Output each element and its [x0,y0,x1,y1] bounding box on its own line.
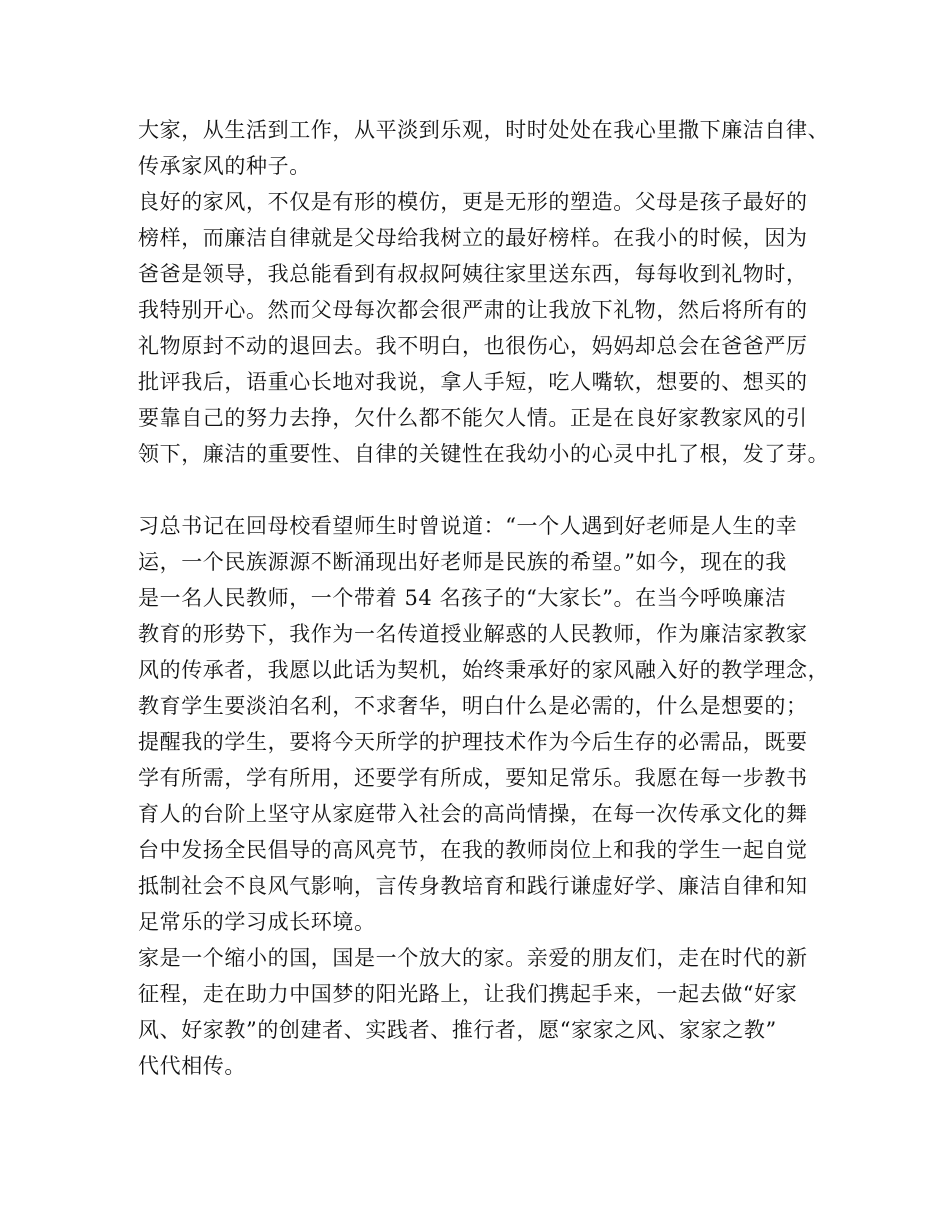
text-line: 批评我后，语重心长地对我说，拿人手短，吃人嘴软，想要的、想买的 [138,370,808,394]
text-line: 台中发扬全民倡导的高风亮节，在我的教师岗位上和我的学生一起自觉 [138,838,808,862]
text-line: 风、好家教”的创建者、实践者、推行者，愿“家家之风、家家之教” [138,1018,777,1042]
text-line: 家是一个缩小的国，国是一个放大的家。亲爱的朋友们，走在时代的新 [138,946,808,970]
text-line: 是一名人民教师，一个带着 54 名孩子的“大家长”。在当今呼唤廉洁 [138,586,787,610]
document-body [138,112,828,1084]
text-line: 运，一个民族源源不断涌现出好老师是民族的希望。”如今，现在的我 [138,550,787,574]
text-line: 大家，从生活到工作，从平淡到乐观，时时处处在我心里撒下廉洁自律、 [138,118,830,142]
text-line: 代代相传。 [138,1054,246,1078]
text-line: 礼物原封不动的退回去。我不明白，也很伤心，妈妈却总会在爸爸严厉 [138,334,808,358]
paragraph-gap [138,472,828,508]
text-line: 学有所需，学有所用，还要学有所成，要知足常乐。我愿在每一步教书 [138,766,808,790]
text-line: 领下，廉洁的重要性、自律的关键性在我幼小的心灵中扎了根，发了芽。 [138,442,830,466]
text-line: 良好的家风，不仅是有形的模仿，更是无形的塑造。父母是孩子最好的 [138,190,808,214]
text-line: 风的传承者，我愿以此话为契机，始终秉承好的家风融入好的教学理念， [138,658,830,682]
text-line: 抵制社会不良风气影响，言传身教培育和践行谦虚好学、廉洁自律和知 [138,874,808,898]
text-line: 育人的台阶上坚守从家庭带入社会的高尚情操，在每一次传承文化的舞 [138,802,808,826]
text-line: 我特别开心。然而父母每次都会很严肃的让我放下礼物，然后将所有的 [138,298,808,322]
text-line: 教育的形势下，我作为一名传道授业解惑的人民教师，作为廉洁家教家 [138,622,808,646]
text-line: 习总书记在回母校看望师生时曾说道：“一个人遇到好老师是人生的幸 [138,514,798,538]
text-line: 教育学生要淡泊名利，不求奢华，明白什么是必需的，什么是想要的； [138,694,808,718]
text-line: 提醒我的学生，要将今天所学的护理技术作为今后生存的必需品，既要 [138,730,808,754]
text-line: 征程，走在助力中国梦的阳光路上，让我们携起手来，一起去做“好家 [138,982,798,1006]
text-line: 足常乐的学习成长环境。 [138,910,376,934]
text-line: 传承家风的种子。 [138,154,311,178]
text-line: 榜样，而廉洁自律就是父母给我树立的最好榜样。在我小的时候，因为 [138,226,808,250]
text-line: 爸爸是领导，我总能看到有叔叔阿姨往家里送东西，每每收到礼物时， [138,262,808,286]
text-line: 要靠自己的努力去挣，欠什么都不能欠人情。正是在良好家教家风的引 [138,406,808,430]
